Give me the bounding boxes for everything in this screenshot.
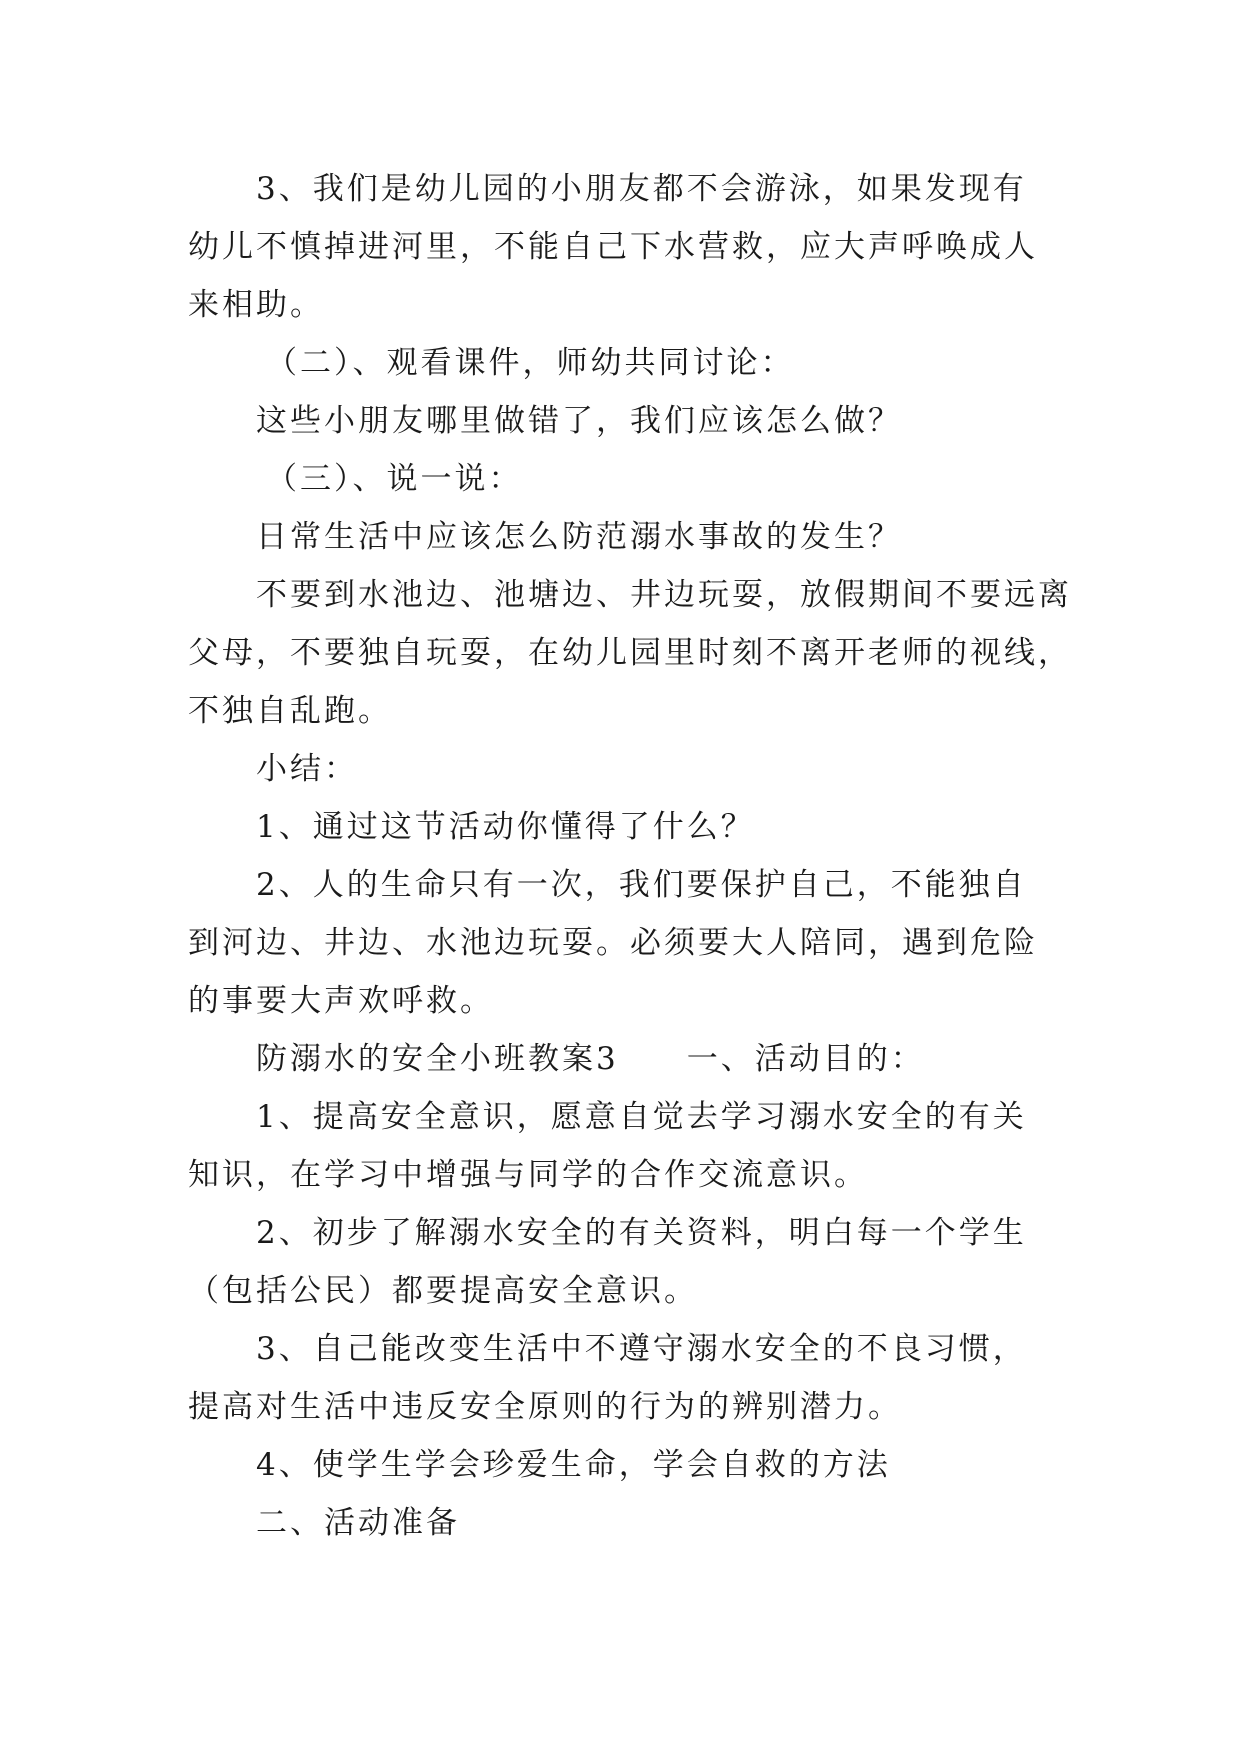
paragraph: 3、我们是幼儿园的小朋友都不会游泳，如果发现有幼儿不慎掉进河里，不能自己下水营救，应大声呼唤成人来相助。: [188, 171, 1038, 323]
paragraph: 日常生活中应该怎么防范溺水事故的发生？: [256, 519, 902, 555]
list-item: 3、自己能改变生活中不遵守溺水安全的不良习惯，提高对生活中违反安全原则的行为的辨别潜力。: [188, 1331, 1027, 1425]
lesson-title: 防溺水的安全小班教案3 一、活动目的：: [256, 1041, 925, 1077]
paragraph: 不要到水池边、池塘边、井边玩耍，放假期间不要远离父母，不要独自玩耍，在幼儿园里时刻不离开老师的视线，不独自乱跑。: [188, 577, 1072, 729]
list-item: 2、人的生命只有一次，我们要保护自己，不能独自到河边、井边、水池边玩耍。必须要大人陪同，遇到危险的事要大声欢呼救。: [188, 867, 1038, 1019]
document-body: [188, 160, 1072, 1552]
section-heading: （三）、说一说：: [266, 461, 523, 497]
summary-heading: 小结：: [256, 751, 358, 787]
section-heading: （二）、观看课件，师幼共同讨论：: [266, 345, 795, 381]
list-item: 1、通过这节活动你懂得了什么？: [256, 809, 755, 845]
list-item: 2、初步了解溺水安全的有关资料，明白每一个学生（包括公民）都要提高安全意识。: [188, 1215, 1027, 1309]
list-item: 1、提高安全意识，愿意自觉去学习溺水安全的有关知识，在学习中增强与同学的合作交流意识。: [188, 1099, 1027, 1193]
list-item: 4、使学生学会珍爱生命，学会自救的方法: [256, 1447, 891, 1483]
paragraph: 这些小朋友哪里做错了，我们应该怎么做？: [256, 403, 902, 439]
section-heading: 二、活动准备: [256, 1505, 460, 1541]
